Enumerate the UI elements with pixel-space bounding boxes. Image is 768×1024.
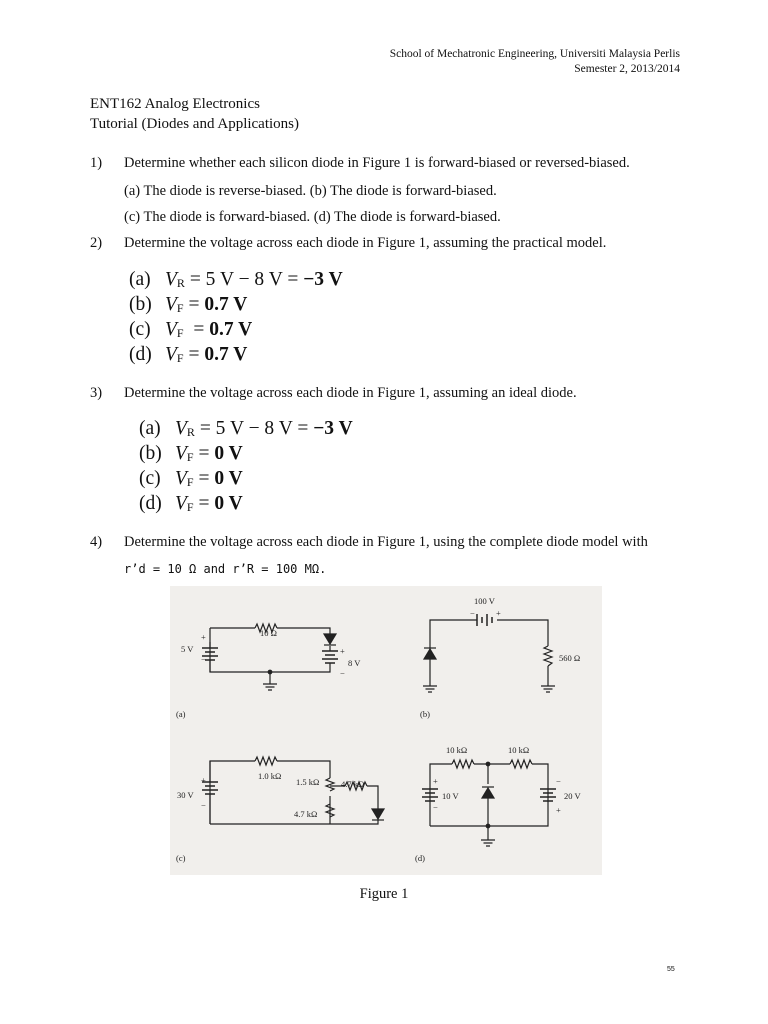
label-minus: −	[433, 802, 438, 812]
q2-answer	[129, 318, 252, 345]
answer-label: (a)	[129, 269, 151, 290]
question-text: Determine the voltage across each diode in Figure 1, assuming an ideal diode.	[124, 385, 577, 401]
label-v2: 8 V	[348, 658, 361, 668]
course-code: ENT162 Analog Electronics	[90, 96, 260, 112]
label-plus: +	[556, 805, 561, 815]
header-school: School of Mechatronic Engineering, Universiti Malaysia Perlis	[389, 48, 680, 60]
label-r2: 1.5 kΩ	[296, 777, 320, 787]
junction-dot	[486, 762, 490, 766]
q3-answer	[139, 442, 243, 469]
label-tag: (d)	[415, 853, 425, 863]
ground-icon	[481, 826, 495, 846]
answer-variable: V	[165, 294, 177, 315]
answer-label: (c)	[129, 319, 151, 340]
label-minus: −	[201, 800, 206, 810]
label-plus: +	[201, 775, 206, 785]
answer-label: (d)	[139, 493, 162, 514]
figure-1	[170, 586, 602, 875]
answer-variable: V	[165, 344, 177, 365]
answer-variable: V	[165, 269, 177, 290]
figure-caption: Figure 1	[359, 886, 409, 902]
answer-expression: =	[193, 468, 215, 489]
label-minus: −	[470, 608, 475, 618]
q3-answer	[139, 417, 353, 444]
resistor-icon	[452, 760, 474, 768]
header-semester: Semester 2, 2013/2014	[574, 63, 680, 75]
answer-subscript: R	[176, 276, 185, 290]
label-r1: 10 kΩ	[446, 745, 468, 755]
label-minus: −	[201, 654, 206, 664]
label-minus: −	[556, 776, 561, 786]
resistor-icon	[544, 646, 552, 666]
question-number: 1)	[90, 155, 103, 171]
diode-icon	[324, 634, 336, 644]
battery-icon	[477, 614, 492, 626]
resistor-icon	[510, 760, 532, 768]
label-r3: 4.7 kΩ	[341, 779, 365, 789]
q3-answer	[139, 467, 243, 494]
answer-label: (d)	[129, 344, 152, 365]
answer-variable: V	[175, 443, 187, 464]
resistor-icon	[326, 778, 334, 791]
label-v: 30 V	[177, 790, 194, 800]
q3-answer	[139, 492, 243, 519]
answer-result: 0.7 V	[204, 294, 248, 315]
diode-icon	[424, 649, 436, 659]
answer-variable: V	[175, 493, 187, 514]
answer-expression: =	[183, 319, 210, 340]
label-v: 100 V	[474, 596, 495, 606]
question-number: 3)	[90, 385, 103, 401]
answer-result: 0 V	[214, 443, 243, 464]
label-tag: (a)	[176, 709, 186, 719]
answer-label: (a)	[139, 418, 161, 439]
answer-expression: =	[183, 344, 205, 365]
label-r1: 1.0 kΩ	[258, 771, 282, 781]
q4-continuation: r’d = 10 Ω and r’R = 100 MΩ.	[124, 562, 327, 576]
answer-expression: =	[193, 443, 215, 464]
answer-subscript: F	[176, 351, 184, 365]
circuit-a	[176, 624, 361, 719]
label-v2: 20 V	[564, 791, 581, 801]
answer-subscript: F	[186, 500, 194, 514]
question-text: Determine the voltage across each diode in Figure 1, using the complete diode model with	[124, 534, 648, 550]
label-v1: 10 V	[442, 791, 459, 801]
answer-result: 0 V	[214, 493, 243, 514]
answer-expression: =	[183, 294, 205, 315]
answer-subscript: F	[186, 475, 194, 489]
answer-subscript: F	[186, 450, 194, 464]
answer-result: 0 V	[214, 468, 243, 489]
page-header	[390, 47, 680, 77]
answer-result: −3 V	[313, 418, 353, 439]
answer-label: (b)	[139, 443, 162, 464]
answer-label: (c)	[139, 468, 161, 489]
page-number: 55	[667, 966, 675, 973]
label-r4: 4.7 kΩ	[294, 809, 318, 819]
q2-answer	[129, 343, 247, 370]
answer-label: (b)	[129, 294, 152, 315]
wire	[430, 620, 548, 686]
ground-icon	[263, 672, 277, 690]
course-title-block	[90, 94, 299, 134]
ground-icon	[423, 686, 437, 692]
answer-subscript: F	[176, 326, 184, 340]
answer-variable: V	[175, 468, 187, 489]
label-minus: −	[340, 668, 345, 678]
circuit-b	[420, 596, 580, 719]
diode-icon	[482, 788, 494, 798]
diode-icon	[372, 809, 384, 819]
q1-answer-line: (a) The diode is reverse-biased. (b) The diode is forward-biased.	[124, 183, 497, 199]
label-r2: 10 kΩ	[508, 745, 530, 755]
circuit-diagrams	[170, 586, 602, 875]
answer-result: 0.7 V	[209, 319, 253, 340]
answer-expression: = 5 V − 8 V =	[194, 418, 314, 439]
battery-icon	[322, 651, 338, 663]
answer-expression: = 5 V − 8 V =	[184, 269, 304, 290]
question-text: Determine whether each silicon diode in Figure 1 is forward-biased or reversed-biased.	[124, 155, 630, 171]
q2-answer	[129, 293, 247, 320]
label-plus: +	[201, 632, 206, 642]
ground-icon	[541, 686, 555, 692]
label-v1: 5 V	[181, 644, 194, 654]
answer-variable: V	[175, 418, 187, 439]
answer-expression: =	[193, 493, 215, 514]
q1-answer-line: (c) The diode is forward-biased. (d) The diode is forward-biased.	[124, 209, 501, 225]
answer-subscript: F	[176, 301, 184, 315]
label-tag: (c)	[176, 853, 186, 863]
label-tag: (b)	[420, 709, 430, 719]
answer-result: −3 V	[303, 269, 343, 290]
q2-answer	[129, 268, 343, 295]
answer-result: 0.7 V	[204, 344, 248, 365]
question-text: Determine the voltage across each diode in Figure 1, assuming the practical model.	[124, 235, 607, 251]
label-r: 560 Ω	[559, 653, 581, 663]
answer-subscript: R	[186, 425, 195, 439]
circuit-c	[176, 757, 384, 863]
tutorial-title: Tutorial (Diodes and Applications)	[90, 116, 300, 132]
question-number: 4)	[90, 534, 103, 550]
label-plus: +	[340, 646, 345, 656]
question-number: 2)	[90, 235, 103, 251]
answer-variable: V	[165, 319, 177, 340]
label-r: 10 Ω	[260, 628, 277, 638]
label-plus: +	[433, 776, 438, 786]
circuit-d	[415, 745, 581, 863]
resistor-icon	[255, 757, 277, 765]
label-plus: +	[496, 608, 501, 618]
